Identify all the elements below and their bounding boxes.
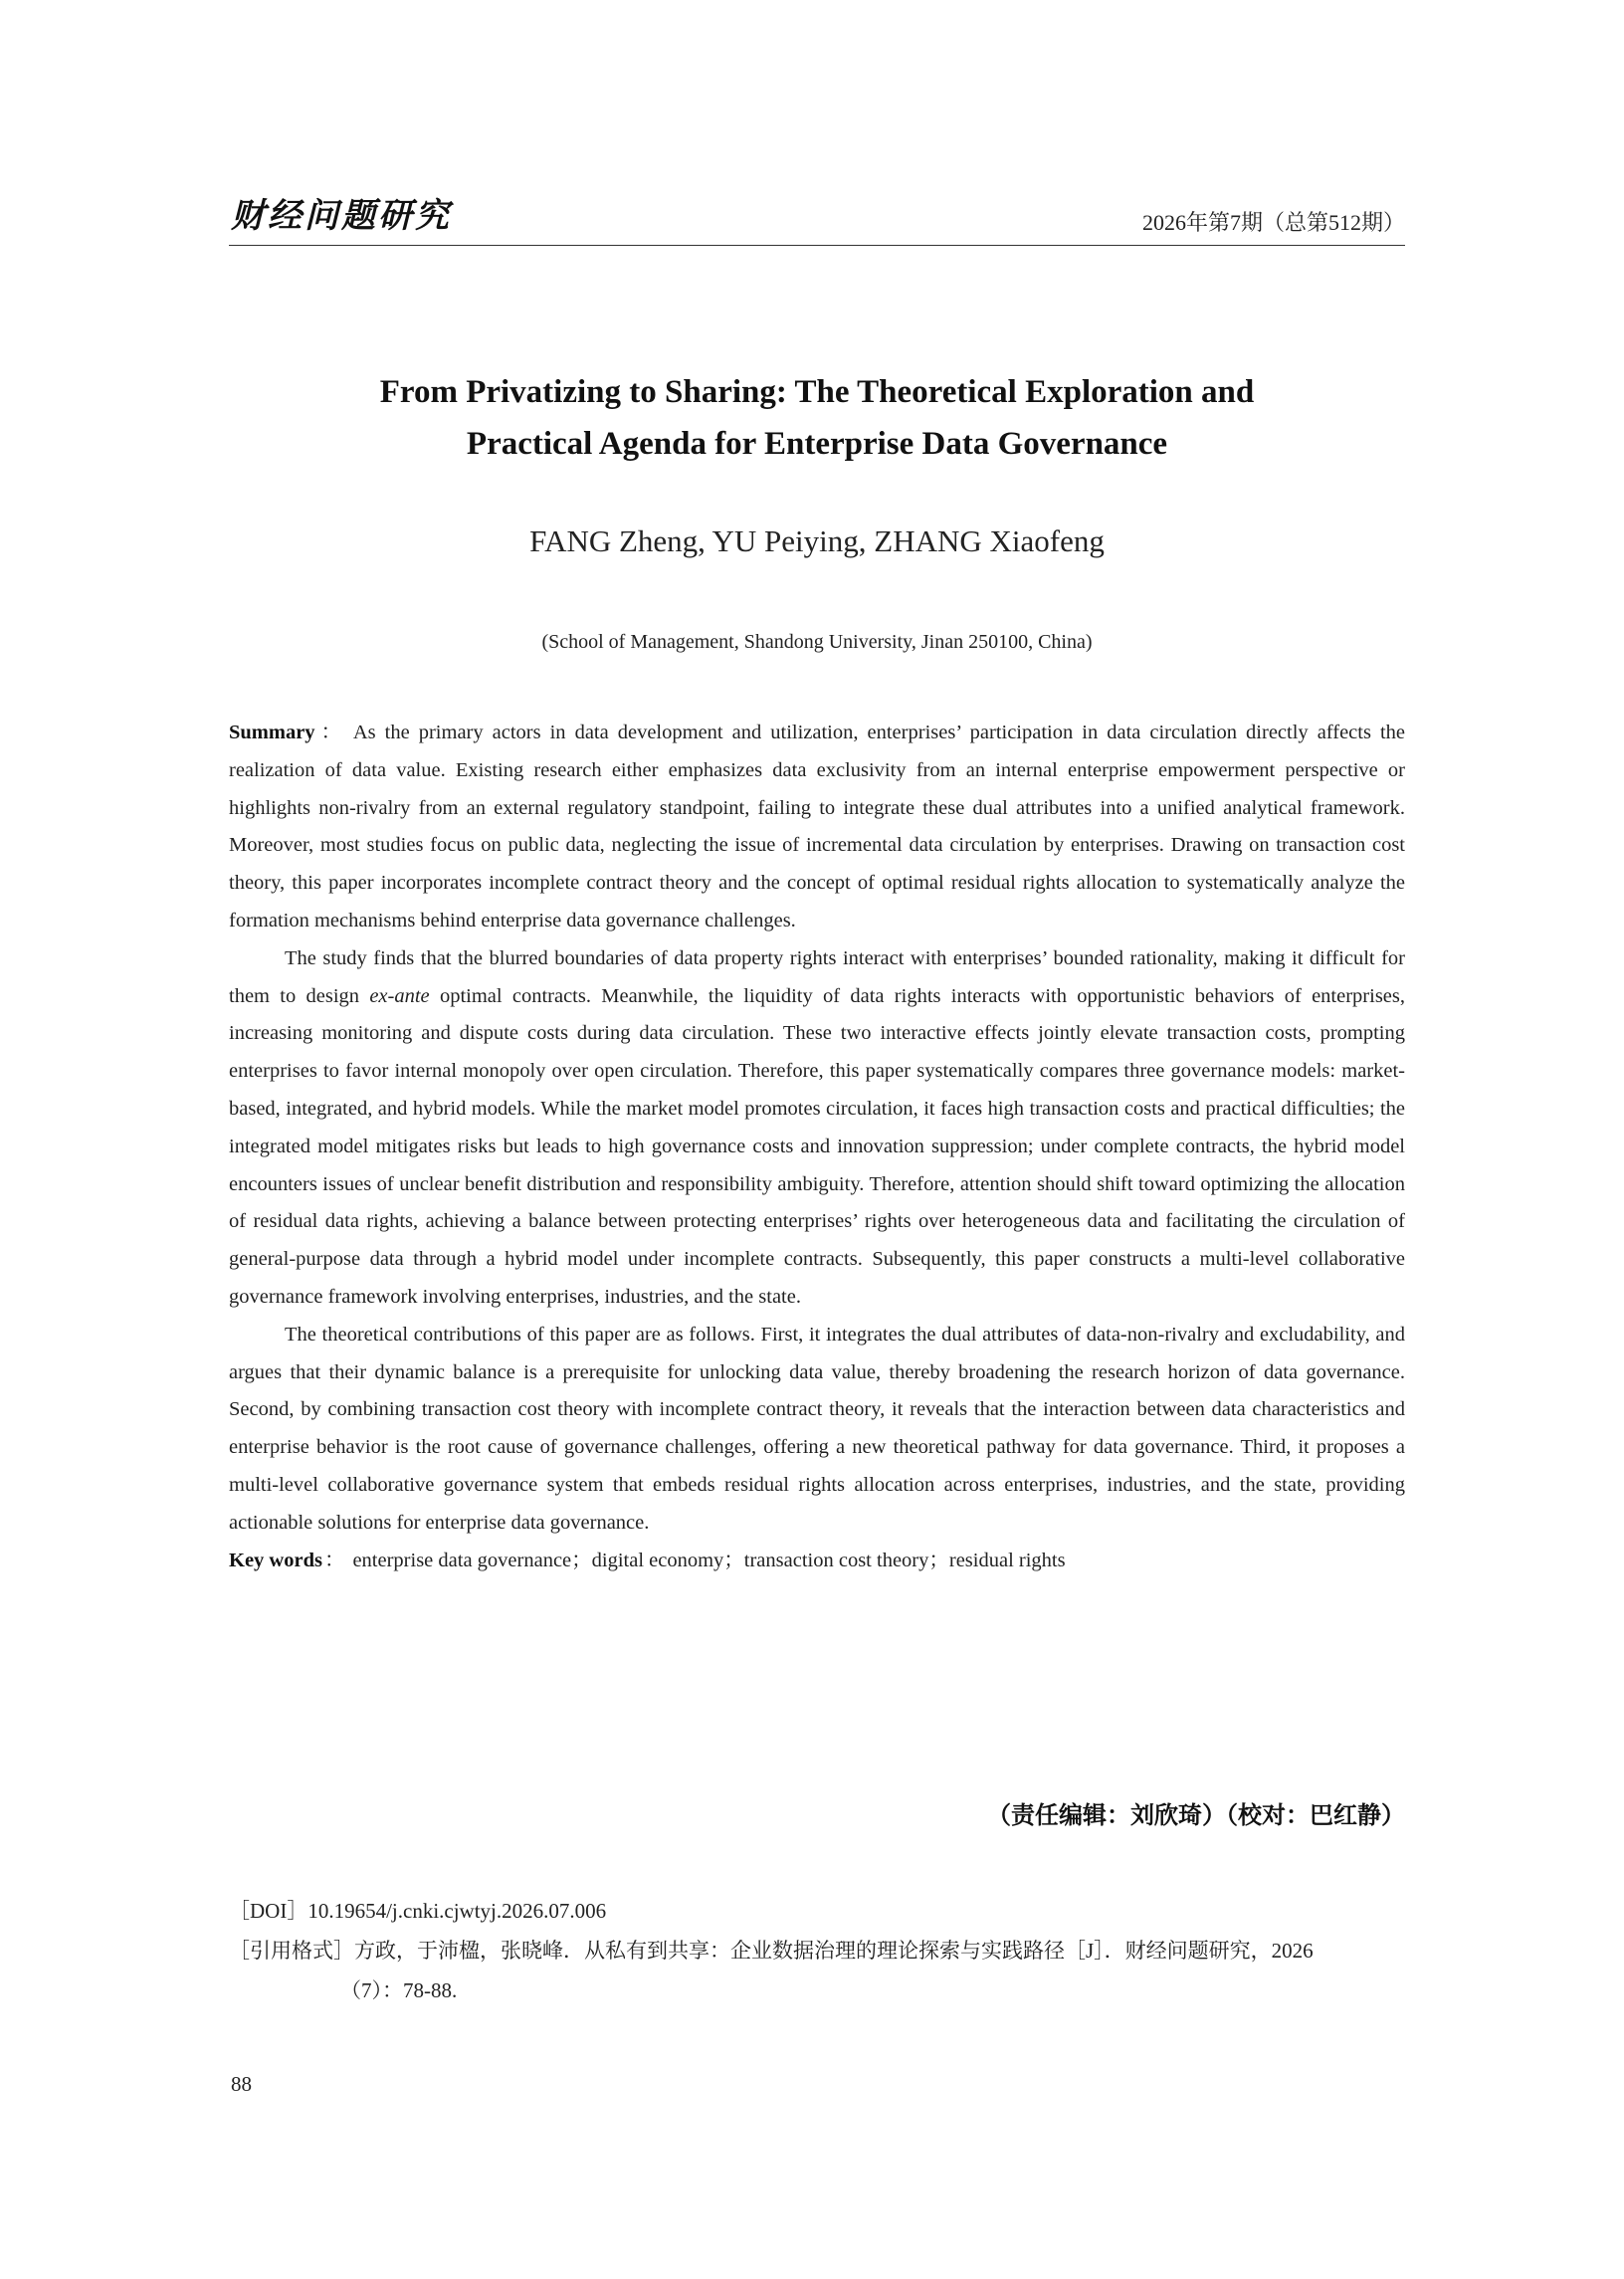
summary-text-3: The theoretical contributions of this paper are as follows. First, it integrates the dual attributes of data-non-rivalry and excludability, and argues that their dynamic balance is a prerequisite for unlocking data value, thereby broadening the research horizon of data governance. Second, by combining transaction cost theory with incomplete contract theory, it reveals that the interaction between data characteristics and enterprise behavior is the root cause of governance challenges, offering a new theoretical pathway for data governance. Third, it proposes a multi-level collaborative governance system that embeds residual rights allocation across enterprises, industries, and the state, providing actionable solutions for enterprise data governance. xyxy=(229,1323,1405,1534)
reference-block xyxy=(229,1891,1405,2010)
title-line-2: Practical Agenda for Enterprise Data Governance xyxy=(466,426,1168,462)
citation-line-2: （7）：78-88. xyxy=(340,1978,458,2002)
summary-text-2a: The study finds that the blurred boundaries of data property rights interact with enterprises’ bounded rationality, making it difficult for them to design xyxy=(229,946,1405,1007)
summary-paragraph-3 xyxy=(229,1317,1405,1543)
paper-title xyxy=(229,366,1405,470)
abstract xyxy=(229,715,1405,1579)
summary-paragraph-2 xyxy=(229,940,1405,1317)
summary-text-1: As the primary actors in data development and utilization, enterprises’ participation in data circulation directly affects the realization of data value. Existing research either emphasizes data exclusivity from an internal enterprise empowerment perspective or highlights non-rivalry from an external regulatory standpoint, failing to integrate these dual attributes into a unified analytical framework. Moreover, most studies focus on public data, neglecting the issue of incremental data circulation by enterprises. Drawing on transaction cost theory, this paper incorporates incomplete contract theory and the concept of optimal residual rights allocation to systematically analyze the formation mechanisms behind enterprise data governance challenges. xyxy=(229,722,1406,932)
affiliation: (School of Management, Shandong University, Jinan 250100, China) xyxy=(541,631,1093,653)
issue-info: 2026年第7期（总第512期） xyxy=(1141,210,1405,235)
citation-line-1: ［引用格式］方政，于沛楹，张晓峰．从私有到共享：企业数据治理的理论探索与实践路径［J］．财经问题研究，2026 xyxy=(229,1939,1314,1963)
keywords-label: Key words xyxy=(229,1549,322,1571)
summary-text-2-italic: ex-ante xyxy=(369,984,430,1007)
summary-label: Summary xyxy=(229,722,315,743)
summary-text-2b: optimal contracts. Meanwhile, the liquidity of data rights interacts with opportunistic behaviors of enterprises, increasing monitoring and dispute costs during data circulation. These two interactive effects jointly elevate transaction costs, prompting enterprises to favor internal monopoly over open circulation. Therefore, this paper systematically compares three governance models: market-based, integrated, and hybrid models. While the market model promotes circulation, it faces high transaction costs and practical difficulties; the integrated model mitigates risks but leads to high governance costs and innovation suppression; under complete contracts, the hybrid model encounters issues of unclear benefit distribution and responsibility ambiguity. Therefore, attention should shift toward optimizing the allocation of residual data rights, achieving a balance between protecting enterprises’ rights over heterogeneous data and facilitating the circulation of general-purpose data through a hybrid model under incomplete contracts. Subsequently, this paper constructs a multi-level collaborative governance framework involving enterprises, industries, and the state. xyxy=(229,984,1405,1308)
editor-credit: （责任编辑：刘欣琦）（校对：巴红静） xyxy=(987,1801,1405,1829)
page-number: 88 xyxy=(231,2072,252,2096)
title-line-1: From Privatizing to Sharing: The Theoretical Exploration and xyxy=(379,374,1255,410)
doi-line: ［DOI］10.19654/j.cnki.cjwtyj.2026.07.006 xyxy=(229,1899,607,1923)
journal-logo: 财经问题研究 xyxy=(231,196,452,236)
summary-paragraph-1 xyxy=(229,715,1405,940)
keywords-text: enterprise data governance；digital economy；transaction cost theory；residual rights xyxy=(352,1549,1066,1571)
running-header xyxy=(229,195,1405,246)
summary-colon: ： xyxy=(316,722,345,743)
author-list: FANG Zheng, YU Peiying, ZHANG Xiaofeng xyxy=(529,523,1105,558)
keywords-line xyxy=(229,1543,1405,1580)
keywords-colon: ： xyxy=(323,1549,345,1571)
